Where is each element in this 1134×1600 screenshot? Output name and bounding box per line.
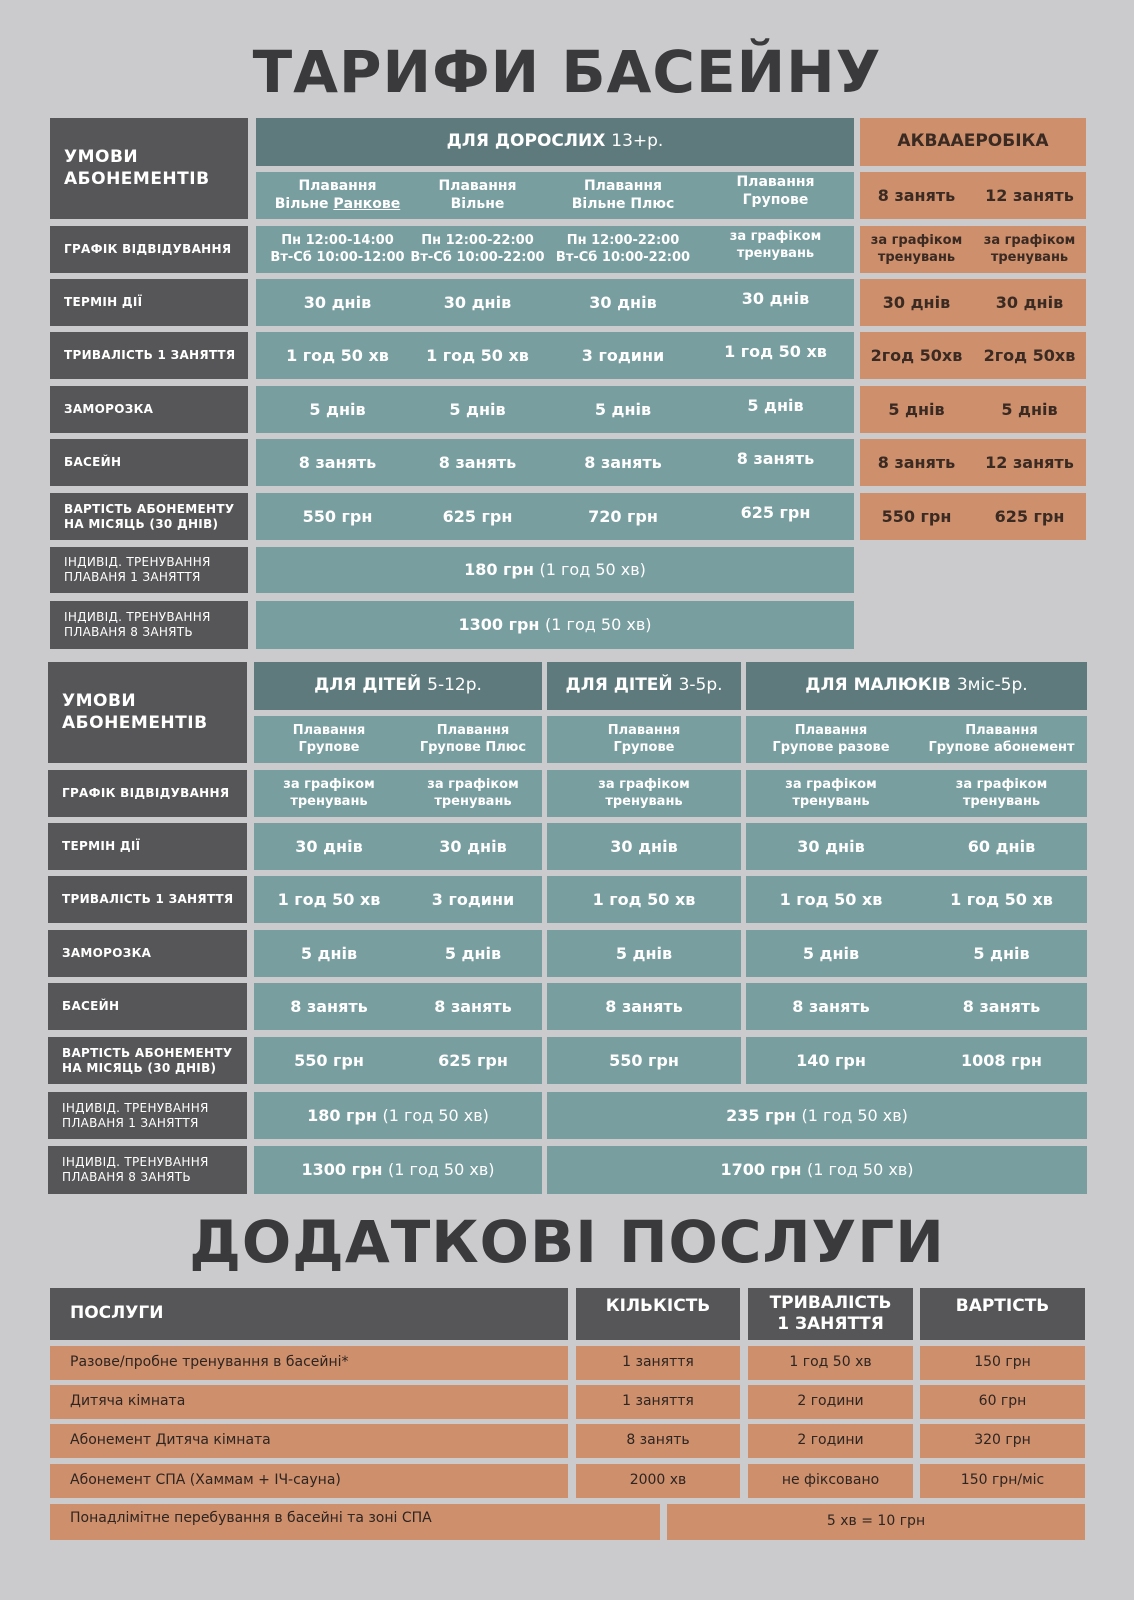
row-label: ЗАМОРОЗКА xyxy=(48,930,247,977)
aqua-sub-0: 8 занять xyxy=(877,185,956,205)
kids-indiv1-label xyxy=(48,1092,247,1139)
cell-line2: тренувань xyxy=(434,793,512,809)
service-name: Абонемент Дитяча кімната xyxy=(50,1424,568,1458)
label-line1: ІНДИВІД. ТРЕНУВАННЯ xyxy=(62,1100,209,1115)
cell: 720 грн xyxy=(588,506,658,526)
service-price: 150 грн xyxy=(920,1346,1085,1380)
cell xyxy=(973,226,1086,273)
group-title: ДЛЯ МАЛЮКІВ xyxy=(805,675,951,696)
cell: 625 грн xyxy=(442,506,513,526)
cell: 30 днів xyxy=(303,292,372,312)
cell: 60 днів xyxy=(967,836,1036,856)
kids-indiv8-label xyxy=(48,1146,247,1194)
row-label: ТРИВАЛІСТЬ 1 ЗАНЯТТЯ xyxy=(48,876,247,923)
cell-line1: Пн 12:00-14:00 xyxy=(281,233,394,249)
service-name: Дитяча кімната xyxy=(50,1385,568,1419)
row-label: ТЕРМІН ДІЇ xyxy=(50,279,248,326)
cell: 2год 50хв xyxy=(870,345,963,365)
adults-sub-1 xyxy=(406,172,549,219)
cell xyxy=(404,770,542,817)
group-age: 3міс-5р. xyxy=(956,675,1028,696)
cell: 5 днів xyxy=(615,943,673,963)
sub-line2: Групове разове xyxy=(772,739,890,755)
cell: 5 днів xyxy=(888,399,945,419)
group-age: 5-12р. xyxy=(427,675,482,696)
row-label xyxy=(50,493,248,540)
cell-line1: за графіком xyxy=(983,233,1076,249)
cell xyxy=(406,226,549,273)
kids-sub xyxy=(254,716,404,763)
sub-line2: Вільне xyxy=(450,195,505,212)
cell: 5 днів xyxy=(300,943,358,963)
sub-line1: Плавання xyxy=(436,723,510,739)
cell: 140 грн xyxy=(796,1050,866,1070)
label-line1: ІНДИВІД. ТРЕНУВАННЯ xyxy=(64,555,211,569)
service-duration: не фіксовано xyxy=(748,1464,913,1498)
price: 1300 грн xyxy=(301,1160,383,1179)
overtime-name: Понадлімітне перебування в басейні та зоні СПА xyxy=(50,1504,660,1540)
sub-line2: Вільне xyxy=(274,195,334,212)
label-line2: ПЛАВАНЯ 8 ЗАНЯТЬ xyxy=(62,1170,191,1184)
cell: 5 днів xyxy=(444,943,502,963)
cell: 30 днів xyxy=(443,292,512,312)
label-line1: ВАРТІСТЬ АБОНЕМЕНТУ xyxy=(62,1045,233,1060)
adults-conditions-label: УМОВИ АБОНЕМЕНТІВ xyxy=(50,118,248,219)
sub-line2-underlined: Ранкове xyxy=(333,195,401,212)
cell: 5 днів xyxy=(1001,399,1058,419)
sub-line1: Плавання xyxy=(607,723,681,739)
note: (1 год 50 хв) xyxy=(388,1160,495,1179)
row-label xyxy=(48,1037,247,1084)
row-label: ТРИВАЛІСТЬ 1 ЗАНЯТТЯ xyxy=(50,332,248,379)
cell: 625 грн xyxy=(438,1050,508,1070)
service-qty: 1 заняття xyxy=(576,1385,740,1419)
cell-line2: тренувань xyxy=(605,793,683,809)
cell: 3 години xyxy=(581,345,665,365)
cell: 1 год 50 хв xyxy=(950,889,1053,909)
cell-line2: тренувань xyxy=(877,249,956,265)
row-label: ГРАФІК ВІДВІДУВАННЯ xyxy=(50,226,248,273)
kids-group-2 xyxy=(746,662,1087,710)
aqua-header: АКВААЕРОБІКА xyxy=(860,118,1086,166)
label-line1: ВАРТІСТЬ АБОНЕМЕНТУ xyxy=(64,501,235,516)
service-duration: 2 години xyxy=(748,1385,913,1419)
cell: 8 занять xyxy=(605,996,683,1016)
cell: 1 год 50 хв xyxy=(286,345,389,365)
kids-conditions-label: УМОВИ АБОНЕМЕНТІВ xyxy=(48,662,247,763)
sub-line2: Групове абонемент xyxy=(928,739,1075,755)
group-title: ДЛЯ ДІТЕЙ xyxy=(314,675,422,696)
cell-line1: Пн 12:00-22:00 xyxy=(421,233,534,249)
service-duration: 1 год 50 хв xyxy=(748,1346,913,1380)
cell: 625 грн xyxy=(740,502,811,522)
service-duration: 2 години xyxy=(748,1424,913,1458)
cell: 30 днів xyxy=(882,292,951,312)
adults-group-age: 13+р. xyxy=(611,131,664,152)
service-qty: 1 заняття xyxy=(576,1346,740,1380)
cell: 1 год 50 хв xyxy=(724,341,827,361)
cell xyxy=(549,226,697,273)
cell xyxy=(254,770,404,817)
cell: 8 занять xyxy=(298,452,377,472)
service-qty: 2000 хв xyxy=(576,1464,740,1498)
price: 235 грн xyxy=(726,1105,796,1125)
kids-group-1 xyxy=(547,662,741,710)
cell: 30 днів xyxy=(589,292,657,312)
cell: 1 год 50 хв xyxy=(277,889,381,909)
label-line1: ІНДИВІД. ТРЕНУВАННЯ xyxy=(64,610,211,624)
price: 1300 грн xyxy=(458,615,540,634)
cell: 5 днів xyxy=(747,395,804,415)
sub-line1: Плавання xyxy=(736,174,815,190)
sub-line2: Групове xyxy=(613,739,675,755)
note: (1 год 50 хв) xyxy=(801,1105,908,1125)
cell: 8 занять xyxy=(962,996,1041,1016)
cell: 30 днів xyxy=(741,288,810,308)
kids-sub xyxy=(916,716,1087,763)
sub-line1: Плавання xyxy=(292,723,366,739)
kids-sub xyxy=(746,716,916,763)
cell xyxy=(860,226,973,273)
cell: 12 занять xyxy=(985,452,1074,472)
sub-line1: Плавання xyxy=(794,723,868,739)
cell: 5 днів xyxy=(802,943,860,963)
page-title: ТАРИФИ БАСЕЙНУ xyxy=(252,38,882,106)
adults-indiv8-value xyxy=(256,601,854,649)
sub-line1: Плавання xyxy=(438,178,517,194)
label-line2: ПЛАВАНЯ 1 ЗАНЯТТЯ xyxy=(64,570,201,584)
row-label: ЗАМОРОЗКА xyxy=(50,386,248,433)
sub-line2: Групове xyxy=(298,739,360,755)
cell: 30 днів xyxy=(995,292,1064,312)
cell: 550 грн xyxy=(881,506,952,526)
cell: 2год 50хв xyxy=(983,345,1076,365)
label-line2: НА МІСЯЦЬ (30 ДНІВ) xyxy=(64,516,219,531)
cell: 30 днів xyxy=(439,836,507,856)
note: (1 год 50 хв) xyxy=(539,560,646,579)
cell-line2: тренувань xyxy=(792,793,870,809)
cell: 8 занять xyxy=(290,996,368,1016)
services-header-name: ПОСЛУГИ xyxy=(50,1288,568,1340)
note: (1 год 50 хв) xyxy=(545,615,652,634)
row-label: ГРАФІК ВІДВІДУВАННЯ xyxy=(48,770,247,817)
cell-line2: Вт-Сб 10:00-22:00 xyxy=(410,249,545,265)
label-line2: ПЛАВАНЯ 8 ЗАНЯТЬ xyxy=(64,625,193,639)
cell-line1: за графіком xyxy=(729,229,822,245)
kids-indiv8-b xyxy=(547,1146,1087,1194)
group-title: ДЛЯ ДІТЕЙ xyxy=(565,675,673,696)
cell xyxy=(256,226,419,273)
note: (1 год 50 хв) xyxy=(382,1105,489,1125)
cell-line2: тренувань xyxy=(290,793,368,809)
cell-line2: Вт-Сб 10:00-22:00 xyxy=(555,249,691,265)
cell: 3 години xyxy=(431,889,515,909)
services-header-price: ВАРТІСТЬ xyxy=(920,1288,1085,1340)
cell-line1: Пн 12:00-22:00 xyxy=(566,233,680,249)
cell: 8 занять xyxy=(877,452,956,472)
cell: 550 грн xyxy=(609,1050,679,1070)
group-age: 3-5р. xyxy=(678,675,723,696)
cell: 8 занять xyxy=(438,452,517,472)
header-line2: 1 ЗАНЯТТЯ xyxy=(777,1314,884,1334)
sub-line2: Групове Плюс xyxy=(419,739,527,755)
row-label: ТЕРМІН ДІЇ xyxy=(48,823,247,870)
cell: 8 занять xyxy=(584,452,662,472)
sub-line1: Плавання xyxy=(965,723,1038,739)
price: 180 грн xyxy=(464,560,534,579)
cell: 5 днів xyxy=(594,399,652,419)
cell: 30 днів xyxy=(295,836,363,856)
cell: 8 занять xyxy=(792,996,870,1016)
sub-line1: Плавання xyxy=(583,178,663,194)
adults-sub-0 xyxy=(256,172,419,219)
cell: 30 днів xyxy=(610,836,678,856)
cell-line2: тренувань xyxy=(962,793,1041,809)
service-price: 150 грн/міс xyxy=(920,1464,1085,1498)
cell-line1: за графіком xyxy=(598,777,690,793)
cell: 8 занять xyxy=(736,448,815,468)
cell xyxy=(916,770,1087,817)
cell: 1 год 50 хв xyxy=(779,889,883,909)
adults-indiv1-value xyxy=(256,547,854,593)
cell-line1: за графіком xyxy=(283,777,375,793)
cell: 550 грн xyxy=(302,506,373,526)
kids-indiv8-a xyxy=(254,1146,542,1194)
cell xyxy=(746,770,916,817)
sub-line2: Групове xyxy=(742,191,809,208)
cell: 30 днів xyxy=(797,836,865,856)
services-header-qty: КІЛЬКІСТЬ xyxy=(576,1288,740,1340)
sub-line1: Плавання xyxy=(298,178,377,194)
services-header-duration xyxy=(748,1288,913,1340)
cell-line1: за графіком xyxy=(785,777,877,793)
kids-sub xyxy=(547,716,741,763)
kids-sub xyxy=(404,716,542,763)
price: 1700 грн xyxy=(720,1160,802,1179)
cell-line1: за графіком xyxy=(955,777,1048,793)
adults-group-title: ДЛЯ ДОРОСЛИХ xyxy=(446,131,606,152)
overtime-price: 5 хв = 10 грн xyxy=(667,1504,1085,1540)
adults-sub-3 xyxy=(697,168,854,215)
cell: 550 грн xyxy=(294,1050,364,1070)
cell-line1: за графіком xyxy=(870,233,963,249)
price: 180 грн xyxy=(307,1105,377,1125)
cell-line2: тренувань xyxy=(990,249,1069,265)
cell xyxy=(697,222,854,269)
cell-line2: тренувань xyxy=(736,245,815,261)
kids-indiv1-a xyxy=(254,1092,542,1139)
header-line1: ТРИВАЛІСТЬ xyxy=(769,1292,892,1313)
cell: 1 год 50 хв xyxy=(592,889,696,909)
cell: 5 днів xyxy=(973,943,1030,963)
label-line1: ІНДИВІД. ТРЕНУВАННЯ xyxy=(62,1155,209,1169)
adults-sub-2 xyxy=(549,172,697,219)
cell: 625 грн xyxy=(994,506,1065,526)
adults-group-header xyxy=(256,118,854,166)
service-name: Разове/пробне тренування в басейні* xyxy=(50,1346,568,1380)
cell: 5 днів xyxy=(309,399,366,419)
sub-line2: Вільне Плюс xyxy=(571,195,675,212)
service-qty: 8 занять xyxy=(576,1424,740,1458)
adults-indiv8-label xyxy=(50,601,248,649)
kids-group-0 xyxy=(254,662,542,710)
service-name: Абонемент СПА (Хаммам + ІЧ-сауна) xyxy=(50,1464,568,1498)
kids-indiv1-b xyxy=(547,1092,1087,1139)
cell: 5 днів xyxy=(449,399,506,419)
service-price: 320 грн xyxy=(920,1424,1085,1458)
cell-line2: Вт-Сб 10:00-12:00 xyxy=(270,249,405,265)
label-line2: НА МІСЯЦЬ (30 ДНІВ) xyxy=(62,1060,217,1075)
note: (1 год 50 хв) xyxy=(807,1160,914,1179)
services-title: ДОДАТКОВІ ПОСЛУГИ xyxy=(189,1208,945,1276)
row-label: БАСЕЙН xyxy=(48,983,247,1030)
adults-indiv1-label xyxy=(50,547,248,593)
cell: 8 занять xyxy=(434,996,512,1016)
cell: 1 год 50 хв xyxy=(426,345,529,365)
service-price: 60 грн xyxy=(920,1385,1085,1419)
cell-line1: за графіком xyxy=(427,777,519,793)
row-label: БАСЕЙН xyxy=(50,439,248,486)
aqua-sub-1: 12 занять xyxy=(985,185,1074,205)
cell xyxy=(547,770,741,817)
label-line2: ПЛАВАНЯ 1 ЗАНЯТТЯ xyxy=(62,1115,199,1130)
cell: 1008 грн xyxy=(961,1050,1042,1070)
